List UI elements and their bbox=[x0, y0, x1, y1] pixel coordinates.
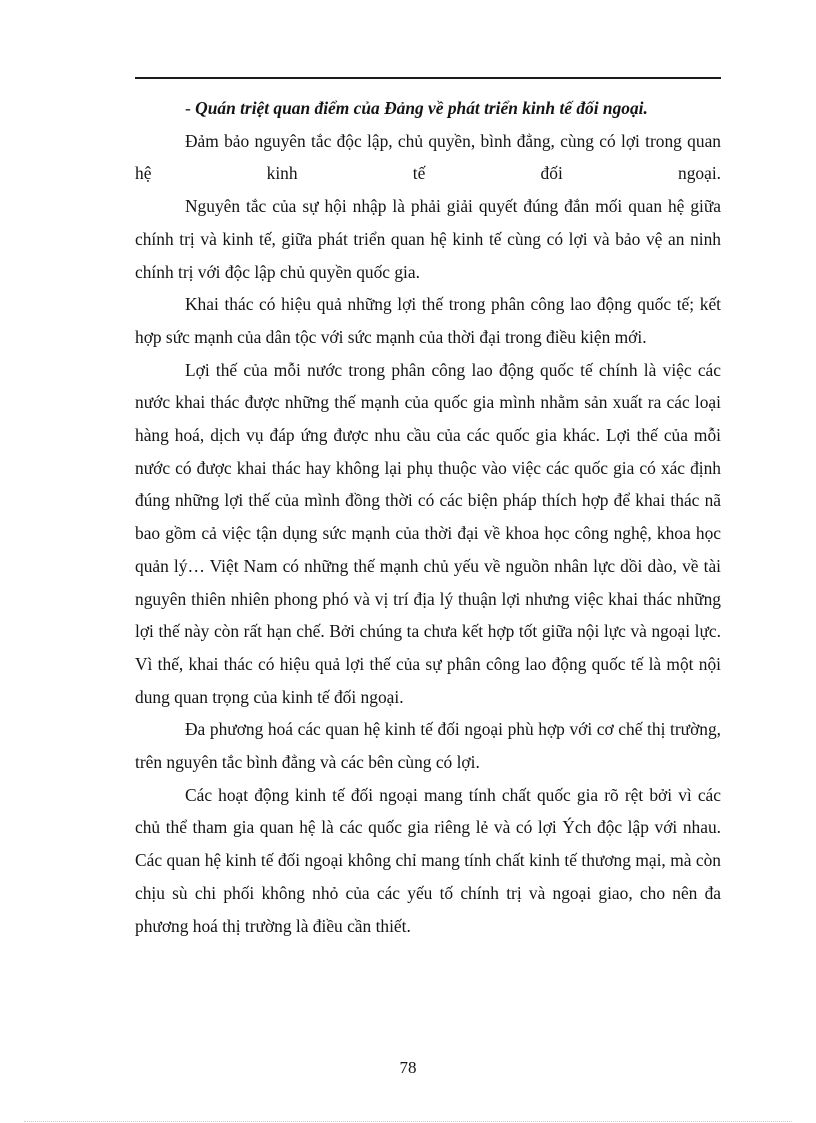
section-heading bbox=[135, 92, 721, 125]
paragraph-diversification: Đa phương hoá các quan hệ kinh tế đối ngoại phù hợp với cơ chế thị trường, trên nguyên tắc bình đẳng và các bên cùng có lợi. bbox=[135, 719, 721, 773]
paragraph-integration: Nguyên tắc của sự hội nhập là phải giải quyết đúng đắn mối quan hệ giữa chính trị và kinh tế, giữa phát triển quan hệ kinh tế cùng có lợi và bảo vệ an ninh chính trị với độc lập chủ quyền quốc gia. bbox=[135, 196, 721, 282]
heading-dash: - bbox=[185, 98, 191, 118]
heading-text: Quán triệt quan điểm của Đảng về phát triển kinh tế đối ngoại. bbox=[195, 98, 648, 118]
paragraph-comparative-advantage: Lợi thế của mỗi nước trong phân công lao động quốc tế chính là việc các nước khai thác được những thế mạnh của quốc gia mình nhằm sản xuất ra các loại hàng hoá, dịch vụ đáp ứng được nhu cầu của các quốc gia khác. Lợi thế của mỗi nước có được khai thác hay không lại phụ thuộc vào việc các quốc gia có xác định đúng những lợi thế của mình đồng thời có các biện pháp thích hợp để khai thác nã bao gồm cả việc tận dụng sức mạnh của thời đại về khoa học công nghệ, khoa học quản lý… Việt Nam có những thế mạnh chủ yếu về nguồn nhân lực dồi dào, về tài nguyên thiên nhiên phong phó và vị trí địa lý thuận lợi nhưng việc khai thác những lợi thế này còn rất hạn chế. Bởi chúng ta chưa kết hợp tốt giữa nội lực và ngoại lực. Vì thế, khai thác có hiệu quả lợi thế của sự phân công lao động quốc tế là một nội dung quan trọng của kinh tế đối ngoại. bbox=[135, 359, 721, 707]
page-number: 78 bbox=[399, 1058, 417, 1077]
paragraph-advantages: Khai thác có hiệu quả những lợi thế trong phân công lao động quốc tế; kết hợp sức mạnh của dân tộc với sức mạnh của thời đại trong điều kiện mới. bbox=[135, 294, 721, 347]
paragraph-principles: Đảm bảo nguyên tắc độc lập, chủ quyền, bình đẳng, cùng có lợi trong quan hệ kinh tế đối ngoại. bbox=[135, 130, 721, 184]
page-bottom-border bbox=[24, 1121, 792, 1122]
paragraph-national-character: Các hoạt động kinh tế đối ngoại mang tính chất quốc gia rõ rệt bởi vì các chủ thể tham gia quan hệ là các quốc gia riêng lẻ và có lợi Ých độc lập với nhau. Các quan hệ kinh tế đối ngoại không chỉ mang tính chất kinh tế thương mại, mà còn chịu sù chi phối không nhỏ của các yếu tố chính trị và ngoại giao, cho nên đa phương hoá thị trường là điều cần thiết. bbox=[135, 784, 721, 936]
header-rule bbox=[135, 77, 721, 79]
body-text bbox=[135, 92, 721, 942]
